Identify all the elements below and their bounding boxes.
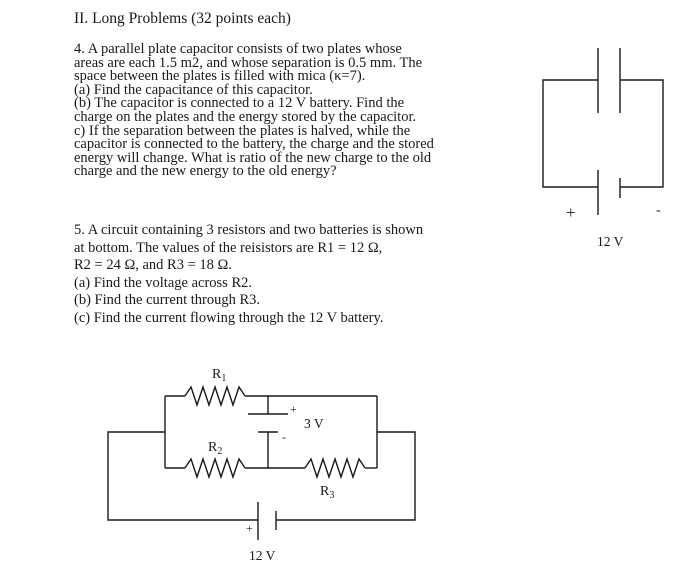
problem-4-line: (a) Find the capacitance of this capacitor.: [74, 81, 313, 98]
r2-subscript: 2: [217, 446, 223, 457]
r2-label: $R_2$: [208, 440, 223, 457]
resistor-r2: [185, 459, 245, 477]
wire-outer-left: [108, 432, 258, 520]
big-battery-voltage-label: 12 V: [249, 548, 276, 563]
resistor-circuit: [108, 387, 415, 540]
problem-4-line: areas are each 1.5 m2, and whose separation is 0.5 mm. The: [74, 54, 423, 71]
r1-label: $R_1$: [212, 367, 227, 384]
big-battery-plus: +: [246, 521, 253, 535]
capacitor-circuit-wire: [620, 80, 663, 187]
problem-4-line: capacitor is connected to the battery, the charge and the stored: [74, 136, 434, 153]
small-battery-plus: +: [290, 402, 297, 416]
resistor-r1: [185, 387, 245, 405]
problem-4-line: charge and the new energy to the old energy?: [74, 163, 337, 180]
r3-subscript: 3: [329, 490, 335, 501]
problem-4-line: c) If the separation between the plates is halved, while the: [74, 122, 411, 139]
capacitor-circuit-wire: [543, 80, 598, 187]
problem-4-line: space between the plates is filled with mica (κ=7).: [74, 68, 366, 85]
small-battery-minus: -: [282, 430, 286, 444]
problem-5-line: (c) Find the current flowing through the 12 V battery.: [74, 309, 384, 326]
r3-label: $R_3$: [320, 484, 335, 501]
problem-5-line: (a) Find the voltage across R2.: [74, 274, 252, 291]
problem-5-line: (b) Find the current through R3.: [74, 292, 261, 309]
problem-4-line: energy will change. What is ratio of the new charge to the old: [74, 149, 432, 166]
problem-5-line: at bottom. The values of the reisistors are R1 = 12 Ω,: [74, 239, 383, 256]
problem-4-line: 4. A parallel plate capacitor consists of two plates whose: [74, 41, 402, 57]
wire-outer-right: [276, 432, 415, 520]
small-battery-voltage-label: 3 V: [304, 416, 324, 431]
section-heading: II. Long Problems (32 points each): [74, 10, 291, 27]
battery-voltage-label: 12 V: [597, 234, 624, 249]
problem-4-line: charge on the plates and the energy stored by the capacitor.: [74, 108, 417, 125]
problem-4-line: (b) The capacitor is connected to a 12 V battery. Find the: [74, 95, 405, 112]
resistor-r3: [305, 459, 365, 477]
problem-5-line: R2 = 24 Ω, and R3 = 18 Ω.: [74, 257, 232, 274]
r1-subscript: 1: [221, 373, 227, 384]
problem-5-line: 5. A circuit containing 3 resistors and two batteries is shown: [74, 222, 424, 238]
battery-plus-label: +: [566, 203, 576, 222]
capacitor-circuit: [543, 48, 663, 215]
battery-minus-label: -: [656, 203, 661, 218]
